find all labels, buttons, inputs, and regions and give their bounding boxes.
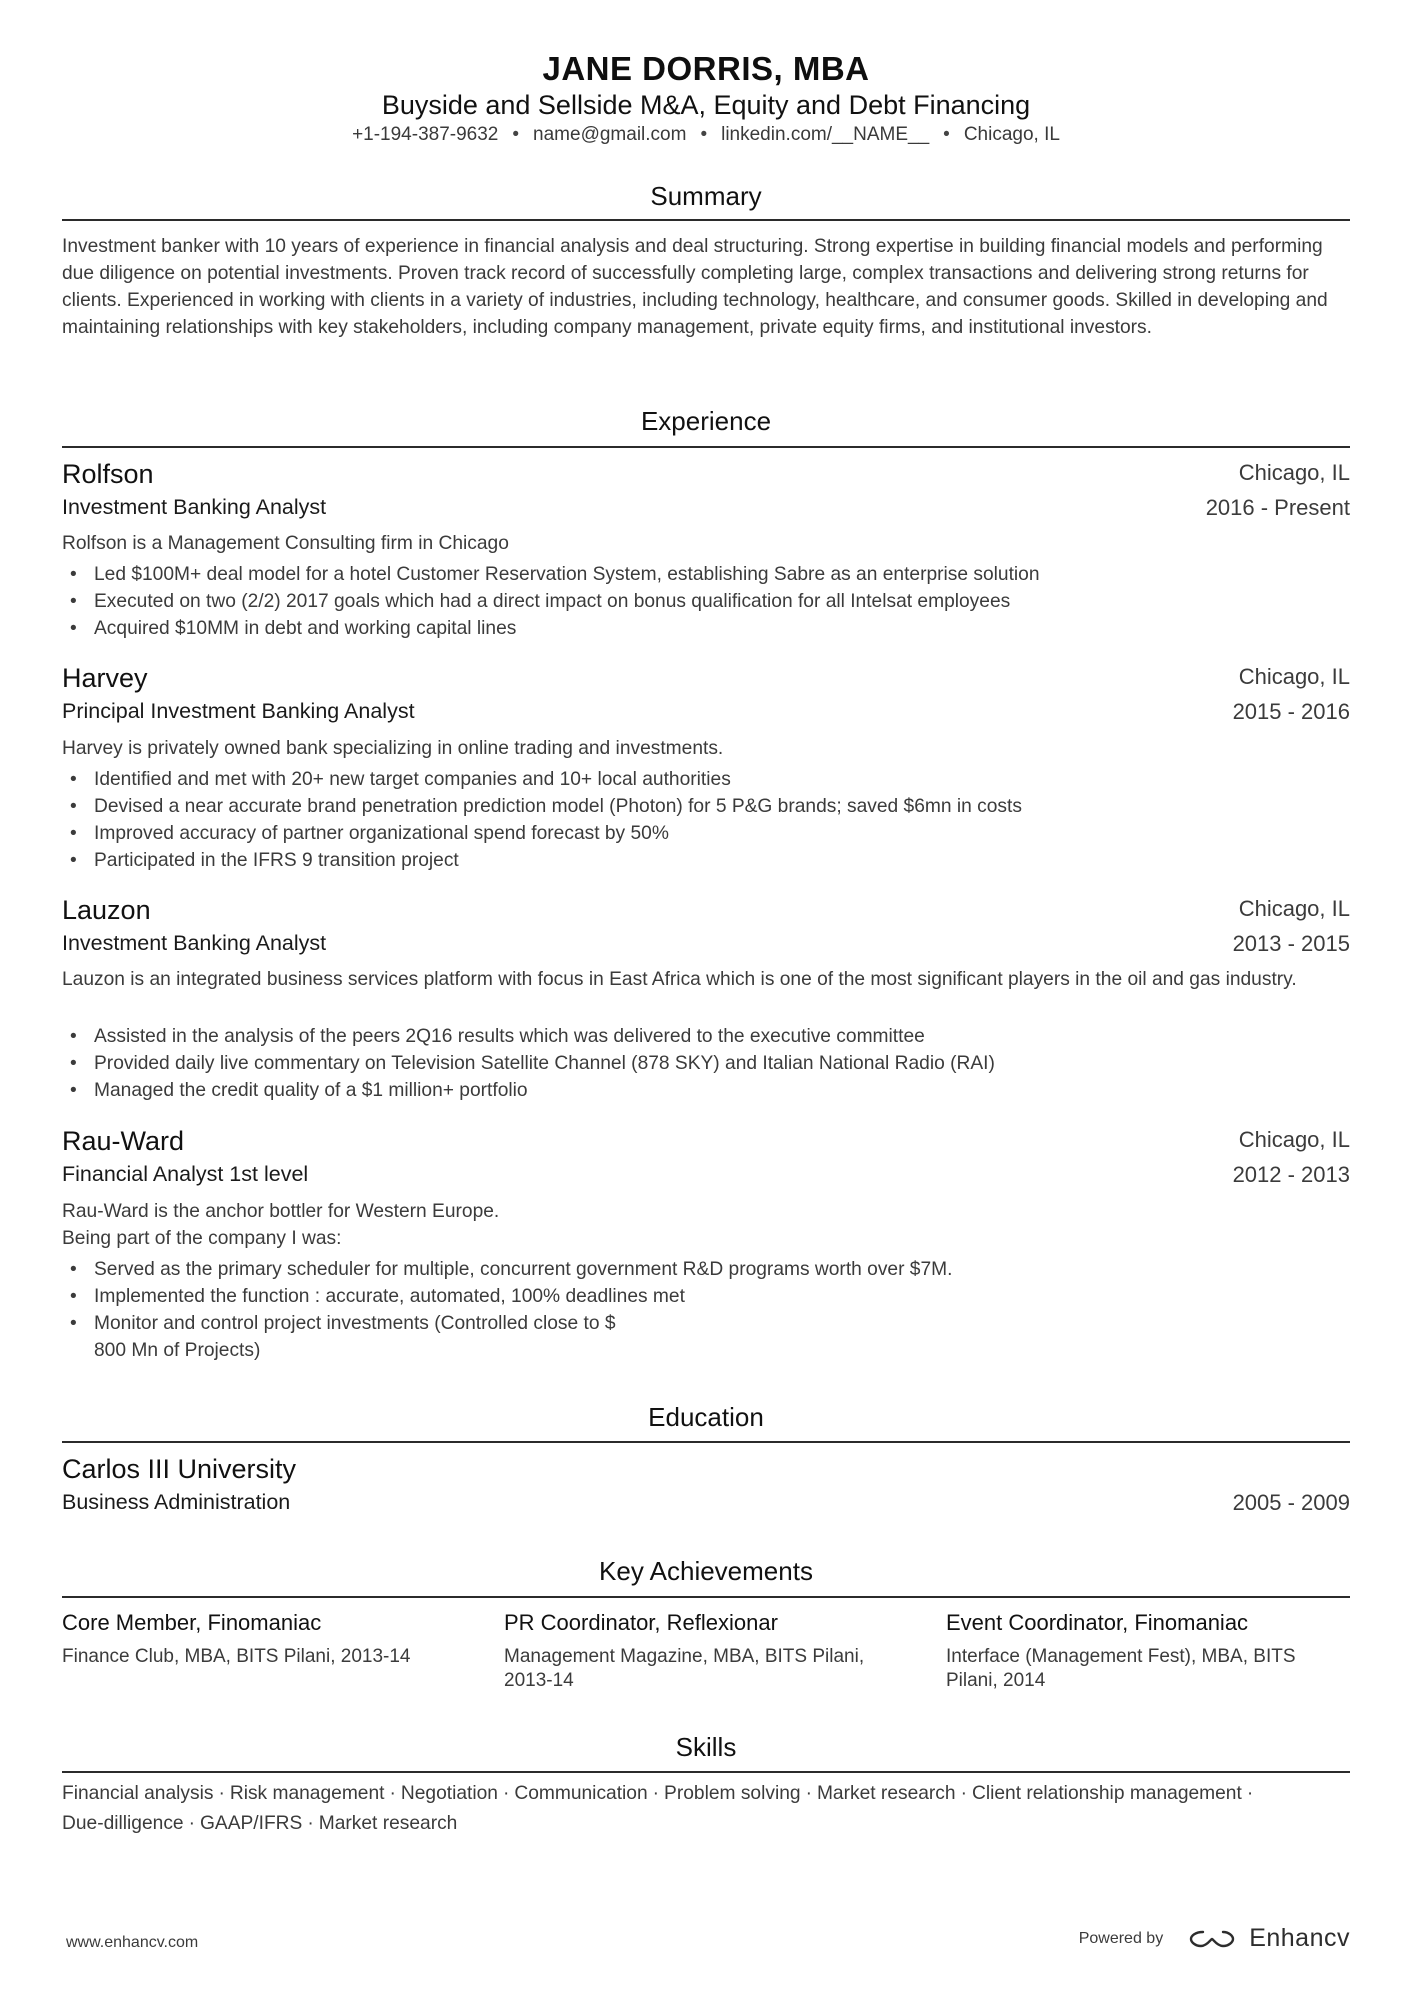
enhancv-logo-icon bbox=[1189, 1928, 1235, 1950]
skill-item: Communication bbox=[514, 1783, 648, 1804]
candidate-name: JANE DORRIS, MBA bbox=[542, 50, 870, 87]
job-role: Principal Investment Banking Analyst bbox=[62, 699, 415, 723]
job-role: Investment Banking Analyst bbox=[62, 931, 327, 955]
section-title-summary: Summary bbox=[650, 181, 762, 211]
skill-item: Market research bbox=[816, 1783, 956, 1804]
job-bullets bbox=[62, 1023, 1350, 1104]
list-item: • Monitor and control project investments (Controlled close to $ bbox=[62, 1310, 1350, 1337]
skills-list: Financial analysis · Risk management · Negotiation · Communication · Problem solving · Market research · Client relationship management · Due-dilligence · GAAP/IFRS · Market research bbox=[62, 1783, 1254, 1834]
list-item: • Provided daily live commentary on Television Satellite Channel (878 SKY) and Italian National Radio (RAI) bbox=[62, 1050, 1350, 1077]
job-location: Chicago, IL bbox=[1238, 896, 1350, 921]
list-item: • Implemented the function : accurate, automated, 100% deadlines met bbox=[62, 1283, 1350, 1310]
skill-item: GAAP/IFRS bbox=[199, 1813, 303, 1834]
contact-line bbox=[62, 124, 1350, 146]
job-dates: 2015 - 2016 bbox=[1232, 699, 1350, 724]
list-item: • Improved accuracy of partner organizational spend forecast by 50% bbox=[62, 820, 1350, 847]
job-dates: 2012 - 2013 bbox=[1232, 1162, 1350, 1187]
section-title-achievements: Key Achievements bbox=[599, 1556, 813, 1586]
section-divider bbox=[62, 1771, 1350, 1773]
section-divider bbox=[62, 1441, 1350, 1443]
achievement-item bbox=[504, 1610, 904, 1693]
job-bullets bbox=[62, 561, 1350, 642]
achievement-title: PR Coordinator, Reflexionar bbox=[504, 1610, 778, 1635]
job-company: Harvey bbox=[62, 663, 148, 693]
bullet-separator: • bbox=[512, 124, 520, 145]
job-description: Rau-Ward is the anchor bottler for Western Europe. bbox=[62, 1201, 500, 1222]
achievement-title: Event Coordinator, Finomaniac bbox=[946, 1610, 1249, 1635]
skill-item: Client relationship management bbox=[971, 1783, 1242, 1804]
job-bullets bbox=[62, 1256, 1350, 1364]
list-item: • Assisted in the analysis of the peers 2Q16 results which was delivered to the executive committee bbox=[62, 1023, 1350, 1050]
brand-name: Enhancv bbox=[1249, 1924, 1350, 1952]
job-role: Investment Banking Analyst bbox=[62, 495, 327, 519]
education-degree: Business Administration bbox=[62, 1490, 291, 1514]
job-company: Lauzon bbox=[62, 895, 151, 925]
contact-email[interactable]: name@gmail.com bbox=[533, 124, 687, 145]
section-divider bbox=[62, 1596, 1350, 1598]
job-location: Chicago, IL bbox=[1238, 460, 1350, 485]
skill-item: Risk management bbox=[229, 1783, 385, 1804]
achievement-desc: Finance Club, MBA, BITS Pilani, 2013-14 bbox=[62, 1646, 411, 1667]
list-item: • Acquired $10MM in debt and working capital lines bbox=[62, 615, 1350, 642]
list-item-continuation: 800 Mn of Projects) bbox=[94, 1340, 261, 1361]
achievement-item bbox=[946, 1610, 1346, 1693]
job-company: Rau-Ward bbox=[62, 1126, 185, 1156]
list-item: • Served as the primary scheduler for multiple, concurrent government R&D programs worth over $7M. bbox=[62, 1256, 1350, 1283]
achievement-desc: Management Magazine, MBA, BITS Pilani, 2013-14 bbox=[504, 1646, 865, 1691]
contact-location: Chicago, IL bbox=[963, 124, 1060, 145]
job-description: Harvey is privately owned bank specializing in online trading and investments. bbox=[62, 738, 724, 759]
achievement-desc: Interface (Management Fest), MBA, BITS Pilani, 2014 bbox=[946, 1646, 1296, 1691]
bullet-separator: • bbox=[700, 124, 708, 145]
education-school: Carlos III University bbox=[62, 1454, 297, 1484]
contact-linkedin[interactable]: linkedin.com/__NAME__ bbox=[721, 124, 930, 145]
job-role: Financial Analyst 1st level bbox=[62, 1162, 309, 1186]
job-description: Being part of the company I was: bbox=[62, 1228, 342, 1249]
summary-text: Investment banker with 10 years of experience in financial analysis and deal structuring. Strong expertise in building financial models and performing due diligence on potential investments. Proven track record of successfully completing large, complex transactions and delivering strong returns for clients. Experienced in working with clients in a variety of industries, including technology, healthcare, and consumer goods. Skilled in developing and maintaining relationships with key stakeholders, including company management, private equity firms, and institutional investors. bbox=[62, 236, 1328, 338]
job-dates: 2016 - Present bbox=[1205, 495, 1350, 520]
job-description: Lauzon is an integrated business services platform with focus in East Africa which is one of the most significant players in the oil and gas industry. bbox=[62, 969, 1297, 990]
section-divider bbox=[62, 219, 1350, 221]
section-divider bbox=[62, 446, 1350, 448]
skill-item: Negotiation bbox=[400, 1783, 498, 1804]
job-location: Chicago, IL bbox=[1238, 1127, 1350, 1152]
achievement-title: Core Member, Finomaniac bbox=[62, 1610, 322, 1635]
section-title-skills: Skills bbox=[675, 1732, 737, 1762]
contact-phone[interactable]: +1-194-387-9632 bbox=[352, 124, 499, 145]
education-dates: 2005 - 2009 bbox=[1232, 1490, 1350, 1515]
achievement-item bbox=[62, 1610, 462, 1669]
job-dates: 2013 - 2015 bbox=[1232, 931, 1350, 956]
powered-by-label: Powered by bbox=[1078, 1929, 1164, 1947]
job-description: Rolfson is a Management Consulting firm in Chicago bbox=[62, 533, 509, 554]
section-title-experience: Experience bbox=[640, 406, 772, 436]
skill-item: Due-dilligence bbox=[62, 1813, 184, 1834]
skill-item: Market research bbox=[318, 1813, 458, 1834]
list-item: • Identified and met with 20+ new target companies and 10+ local authorities bbox=[62, 766, 1350, 793]
list-item: • Led $100M+ deal model for a hotel Customer Reservation System, establishing Sabre as an enterprise solution bbox=[62, 561, 1350, 588]
list-item: • Managed the credit quality of a $1 million+ portfolio bbox=[62, 1077, 1350, 1104]
list-item: • Devised a near accurate brand penetration prediction model (Photon) for 5 P&G brands; saved $6mn in costs bbox=[62, 793, 1350, 820]
section-title-education: Education bbox=[648, 1402, 764, 1432]
footer-branding bbox=[1079, 1924, 1350, 1953]
list-item: • Executed on two (2/2) 2017 goals which had a direct impact on bonus qualification for all Intelsat employees bbox=[62, 588, 1350, 615]
footer-website[interactable]: www.enhancv.com bbox=[66, 1934, 199, 1951]
candidate-tagline: Buyside and Sellside M&A, Equity and Debt Financing bbox=[381, 90, 1031, 120]
skill-item: Problem solving bbox=[664, 1783, 801, 1804]
job-location: Chicago, IL bbox=[1238, 664, 1350, 689]
bullet-separator: • bbox=[943, 124, 950, 145]
skill-item: Financial analysis bbox=[62, 1783, 214, 1804]
job-bullets bbox=[62, 766, 1350, 874]
list-item: • Participated in the IFRS 9 transition project bbox=[62, 847, 1350, 874]
job-company: Rolfson bbox=[62, 459, 154, 489]
